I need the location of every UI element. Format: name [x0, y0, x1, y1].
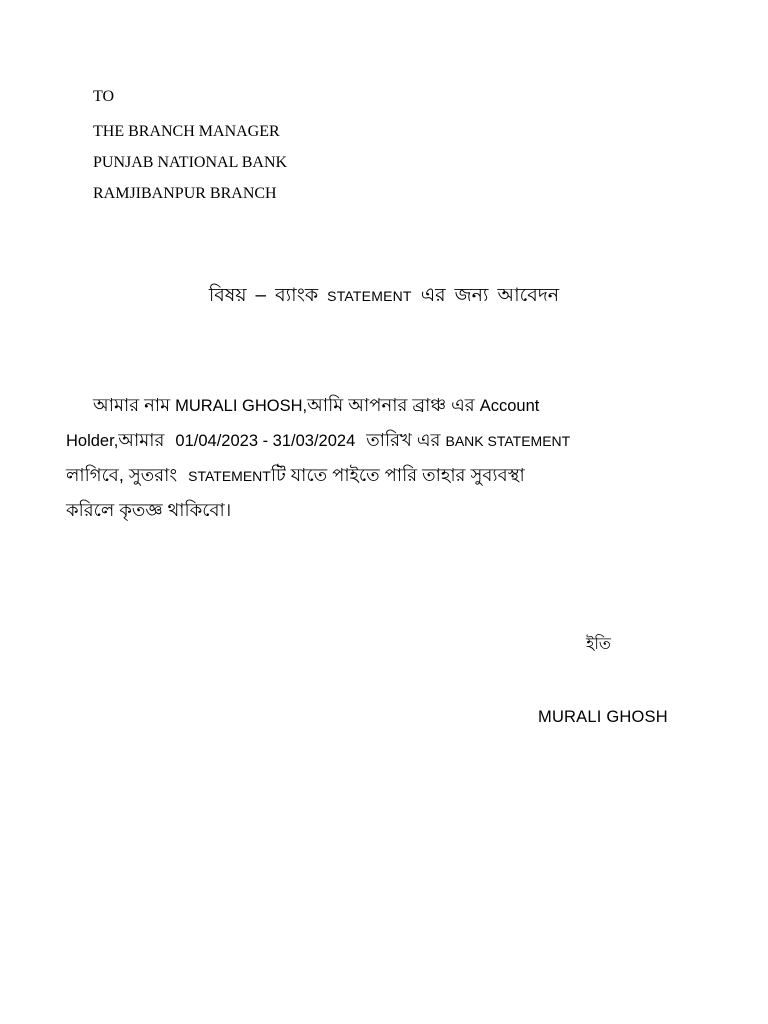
- address-line-recipient: THE BRANCH MANAGER: [93, 123, 280, 140]
- body-text: Account: [479, 397, 540, 415]
- body-text: Holder,: [66, 432, 119, 450]
- body-name: MURALI GHOSH,: [175, 397, 308, 415]
- body-line-3: [66, 459, 676, 492]
- body-text: আমার নাম: [93, 395, 171, 415]
- address-line-bank: PUNJAB NATIONAL BANK: [93, 154, 288, 171]
- body-line-1: [93, 389, 703, 422]
- subject-word-jonno: জন্য: [454, 285, 489, 306]
- address-to: TO: [93, 88, 115, 105]
- subject-word-bank: ব্যাংক: [275, 285, 319, 306]
- signature-name: MURALI GHOSH: [538, 708, 668, 726]
- body-line-4: করিলে কৃতজ্ঞ থাকিবো।: [66, 500, 232, 520]
- subject-word-er: এর: [420, 285, 446, 306]
- body-line-2: [66, 424, 676, 457]
- body-text: লাগিবে, সুতরাং: [66, 465, 178, 485]
- body-date-range: 01/04/2023 - 31/03/2024: [175, 432, 356, 450]
- body-text: BANK STATEMENT: [445, 433, 571, 449]
- body-text: STATEMENT: [188, 468, 271, 484]
- address-line-branch: RAMJIBANPUR BRANCH: [93, 185, 277, 202]
- body-text: আমি আপনার ব্রাঞ্চ এর: [307, 395, 475, 415]
- subject-word-abedon: আবেদন: [497, 285, 560, 306]
- subject-line: [0, 282, 768, 310]
- body-text: টি যাতে পাইতে পারি তাহার সুব্যবস্থা: [270, 465, 525, 485]
- subject-word-statement: STATEMENT: [327, 288, 412, 304]
- body-text: তারিখ এর: [366, 430, 441, 450]
- closing-iti: ইতি: [586, 636, 611, 653]
- subject-prefix: বিষয়: [208, 285, 247, 306]
- subject-dash: –: [255, 285, 267, 306]
- body-text: আমার: [118, 430, 165, 450]
